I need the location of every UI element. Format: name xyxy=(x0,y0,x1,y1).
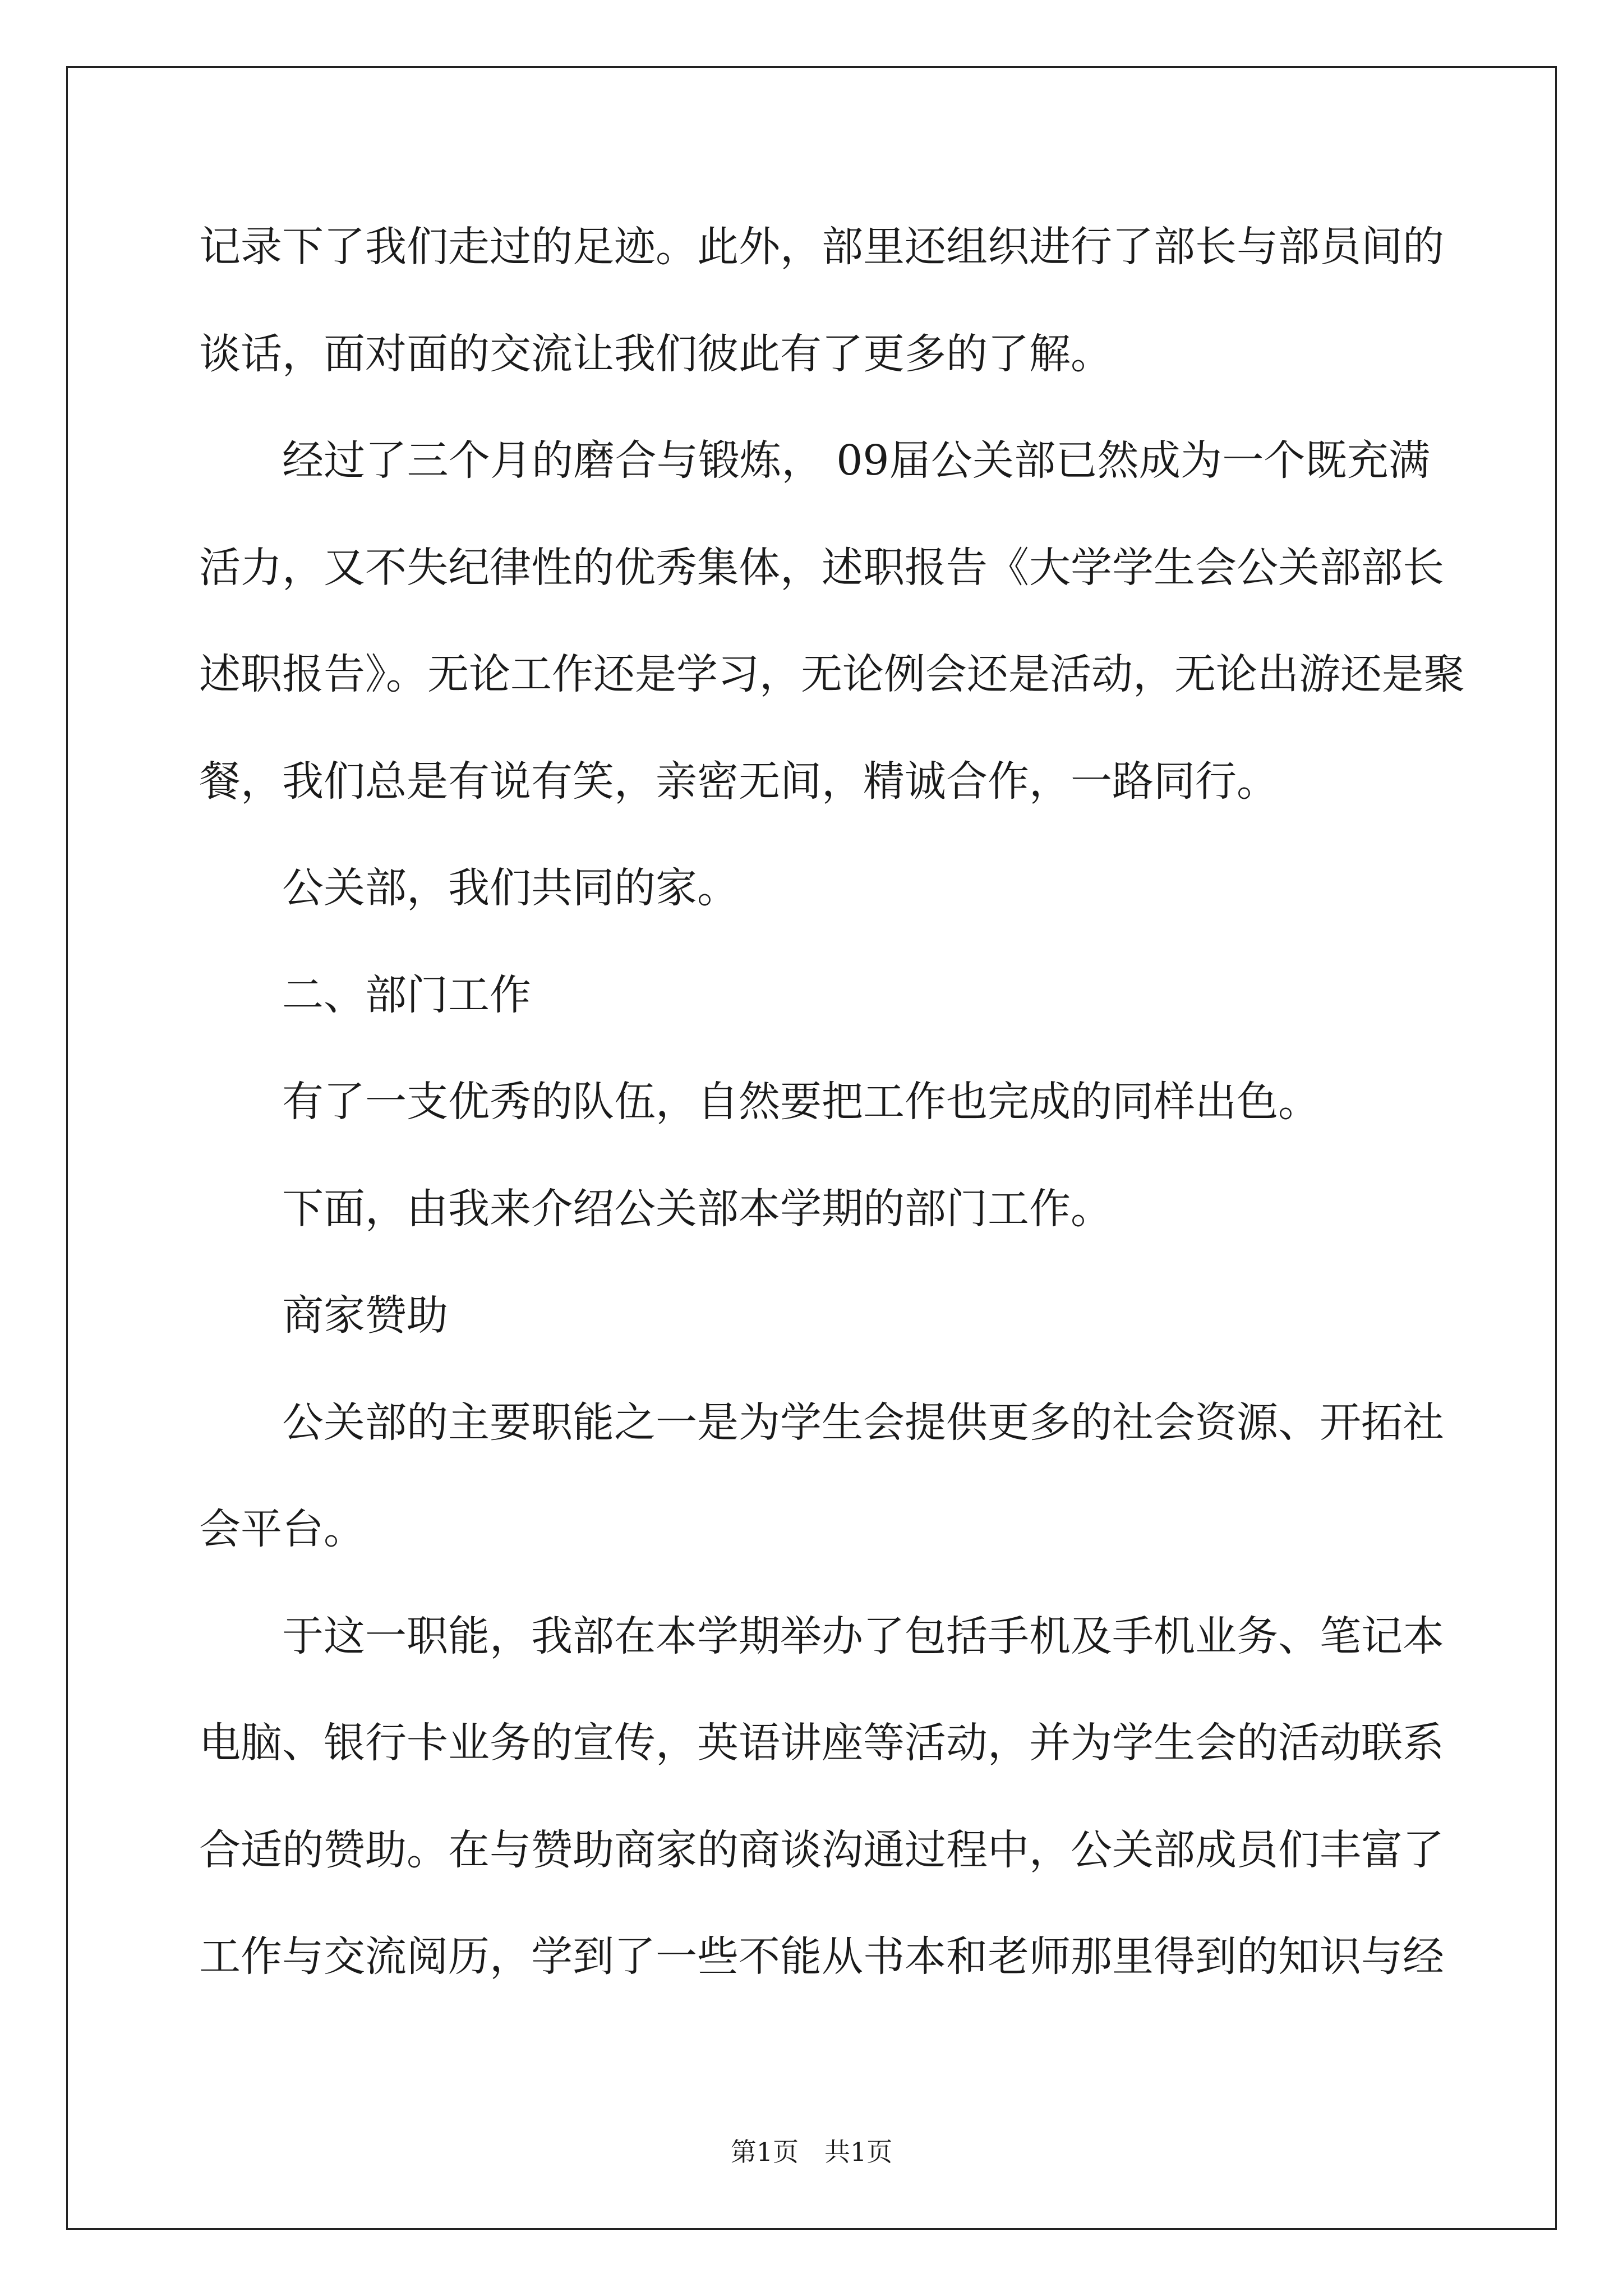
text-line: 公关部，我们共同的家。 xyxy=(282,864,739,912)
text-line: 公关部的主要职能之一是为学生会提供更多的社会资源、开拓社 xyxy=(282,1398,1444,1447)
text-line: 电脑、银行卡业务的宣传，英语讲座等活动，并为学生会的活动联系 xyxy=(199,1719,1444,1767)
text-line: 谈话，面对面的交流让我们彼此有了更多的了解。 xyxy=(199,329,1112,378)
document-body xyxy=(199,209,1465,2026)
text-line: 餐，我们总是有说有笑，亲密无间，精诚合作，一路同行。 xyxy=(199,757,1278,806)
text-line: 会平台。 xyxy=(199,1505,365,1553)
text-line: 经过了三个月的磨合与锻炼， 09届公关部已然成为一个既充满 xyxy=(282,436,1430,485)
text-line: 工作与交流阅历，学到了一些不能从书本和老师那里得到的知识与经 xyxy=(199,1932,1444,1981)
text-line: 记录下了我们走过的足迹。此外，部里还组织进行了部长与部员间的 xyxy=(199,223,1444,271)
text-line: 述职报告》。无论工作还是学习，无论例会还是活动，无论出游还是聚 xyxy=(199,650,1465,698)
text-line: 商家赞助 xyxy=(282,1291,448,1340)
text-line: 活力，又不失纪律性的优秀集体，述职报告《大学学生会公关部部长 xyxy=(199,543,1444,592)
page-footer: 第1页 共1页 xyxy=(730,2137,893,2167)
text-line: 二、部门工作 xyxy=(282,970,531,1019)
text-line: 有了一支优秀的队伍，自然要把工作也完成的同样出色。 xyxy=(282,1078,1320,1126)
text-line: 于这一职能，我部在本学期举办了包括手机及手机业务、笔记本 xyxy=(282,1612,1444,1660)
text-line: 合适的赞助。在与赞助商家的商谈沟通过程中，公关部成员们丰富了 xyxy=(199,1825,1444,1874)
text-line: 下面，由我来介绍公关部本学期的部门工作。 xyxy=(282,1184,1112,1233)
